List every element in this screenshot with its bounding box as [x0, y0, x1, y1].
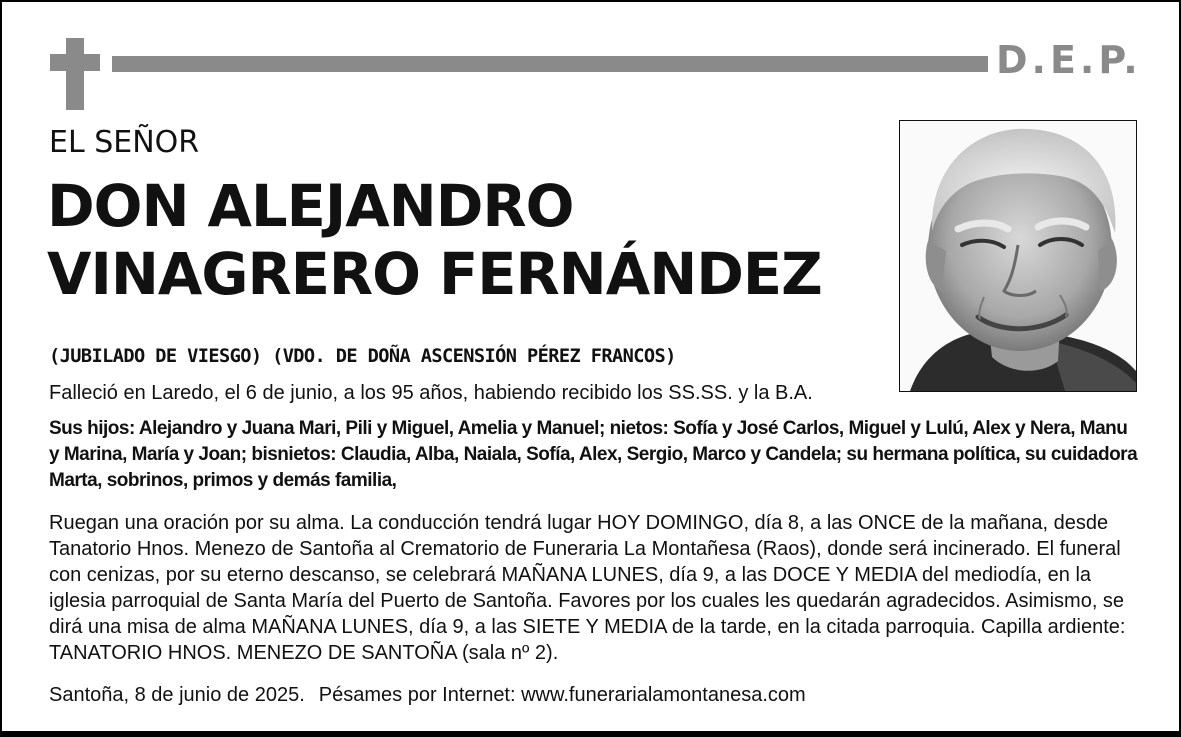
honorific-prefix: EL SEÑOR — [49, 125, 200, 160]
death-notice-text: Falleció en Laredo, el 6 de junio, a los 95 años, habiendo recibido los SS.SS. y la B.A. — [49, 382, 813, 404]
condolences-website: Pésames por Internet: www.funerarialamontanesa.com — [318, 684, 806, 706]
name-line-1: DON ALEJANDRO — [47, 172, 574, 240]
portrait-illustration — [900, 121, 1136, 391]
portrait-photo — [899, 120, 1137, 392]
cross-icon — [66, 38, 84, 110]
place-date: Santoña, 8 de junio de 2025. — [49, 684, 305, 706]
ceremony-text: Ruegan una oración por su alma. La conducción tendrá lugar HOY DOMINGO, día 8, a las ONCE de la mañana, desde Tanatorio Hnos. Menezo de Santoña al Crematorio de Funeraria La Montañesa (Raos), donde será incinerado. El funeral con cenizas, por su eterno descanso, se celebrará MAÑANA LUNES, día 9, a las DOCE Y MEDIA del mediodía, en la iglesia parroquial de Santa María del Puerto de Santoña. Favores por los cuales les quedarán agradecidos. Asimismo, se dirá una misa de alma MAÑANA LUNES, día 9, a las SIETE Y MEDIA de la tarde, en la citada parroquia. Capilla ardiente: TANATORIO HNOS. MENEZO DE SANTOÑA (sala nº 2). — [49, 512, 1126, 664]
deceased-name — [47, 172, 822, 308]
cross-icon-bar — [50, 54, 100, 71]
header-rule — [112, 56, 988, 72]
footer-line — [49, 682, 1139, 708]
name-line-2: VINAGRERO FERNÁNDEZ — [47, 240, 822, 308]
subtitle: (JUBILADO DE VIESGO) (VDO. DE DOÑA ASCENSIÓN PÉREZ FRANCOS) — [49, 345, 676, 367]
dep-label: D.E.P. — [996, 38, 1142, 82]
family-text: Sus hijos: Alejandro y Juana Mari, Pili y Miguel, Amelia y Manuel; nietos: Sofía y José Carlos, Miguel y Lulú, Alex y Nera, Manu y Marina, María y Joan; bisnietos: Claudia, Alba, Naiala, Sofía, Alex, Sergio, Marco y Candela; su hermana política, su cuidadora Marta, sobrinos, primos y demás familia, — [49, 418, 1138, 491]
